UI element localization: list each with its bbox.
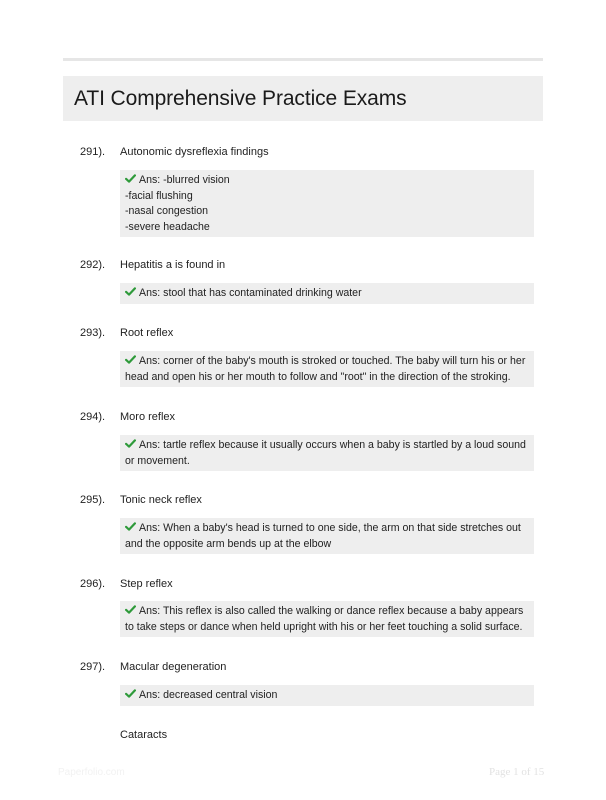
answer-box — [120, 435, 534, 471]
answer-box — [120, 601, 534, 637]
top-divider — [63, 58, 543, 61]
answer-box — [120, 170, 534, 237]
question-text: Macular degeneration — [120, 661, 227, 673]
page-title: ATI Comprehensive Practice Exams — [74, 87, 407, 110]
question-text: Step reflex — [120, 578, 173, 590]
question-number: 296). — [80, 578, 106, 590]
answer-line: or movement. — [125, 454, 190, 467]
question-number: 297). — [80, 661, 106, 673]
check-icon — [125, 286, 136, 297]
check-icon — [125, 604, 136, 615]
question-text: Root reflex — [120, 327, 174, 339]
check-icon — [125, 438, 136, 449]
question-number: 293). — [80, 327, 106, 339]
answer-line: Ans: -blurred vision — [125, 173, 529, 189]
check-icon — [125, 173, 136, 184]
answer-line: Ans: When a baby's head is turned to one side, the arm on that side stretches out — [125, 521, 529, 537]
answer-line: Ans: decreased central vision — [125, 688, 529, 704]
answer-box — [120, 351, 534, 387]
question-text: Moro reflex — [120, 411, 176, 423]
answer-line: to take steps or dance when held upright with his or her feet touching a solid surface. — [125, 620, 523, 633]
title-banner — [63, 76, 543, 121]
check-icon — [125, 354, 136, 365]
answer-box — [120, 283, 534, 304]
question-number: 291). — [80, 146, 106, 158]
question-number: 292). — [80, 259, 106, 271]
answer-box — [120, 518, 534, 554]
check-icon — [125, 688, 136, 699]
question-text: Cataracts — [120, 729, 168, 741]
answer-line: -nasal congestion — [125, 205, 209, 217]
answer-line: Ans: stool that has contaminated drinking water — [125, 286, 529, 302]
question-number: 295). — [80, 494, 106, 506]
answer-line: -severe headache — [125, 220, 210, 233]
answer-line: Ans: This reflex is also called the walking or dance reflex because a baby appears — [125, 604, 529, 620]
question-text: Tonic neck reflex — [120, 494, 202, 506]
question-text: Hepatitis a is found in — [120, 259, 226, 271]
answer-line: Ans: tartle reflex because it usually occurs when a baby is startled by a loud sound — [125, 438, 529, 454]
check-icon — [125, 521, 136, 532]
page-number: Page 1 of 15 — [489, 766, 545, 778]
answer-line: and the opposite arm bends up at the elbow — [125, 537, 332, 550]
question-text: Autonomic dysreflexia findings — [120, 146, 269, 158]
answer-line: Ans: corner of the baby's mouth is stroked or touched. The baby will turn his or her — [125, 354, 529, 370]
footer-watermark: Paperfolio.com — [58, 767, 125, 778]
answer-box — [120, 685, 534, 706]
answer-line: head and open his or her mouth to follow and "root" in the direction of the stroking. — [125, 370, 511, 383]
answer-line: -facial flushing — [125, 189, 193, 202]
question-number: 294). — [80, 411, 106, 423]
